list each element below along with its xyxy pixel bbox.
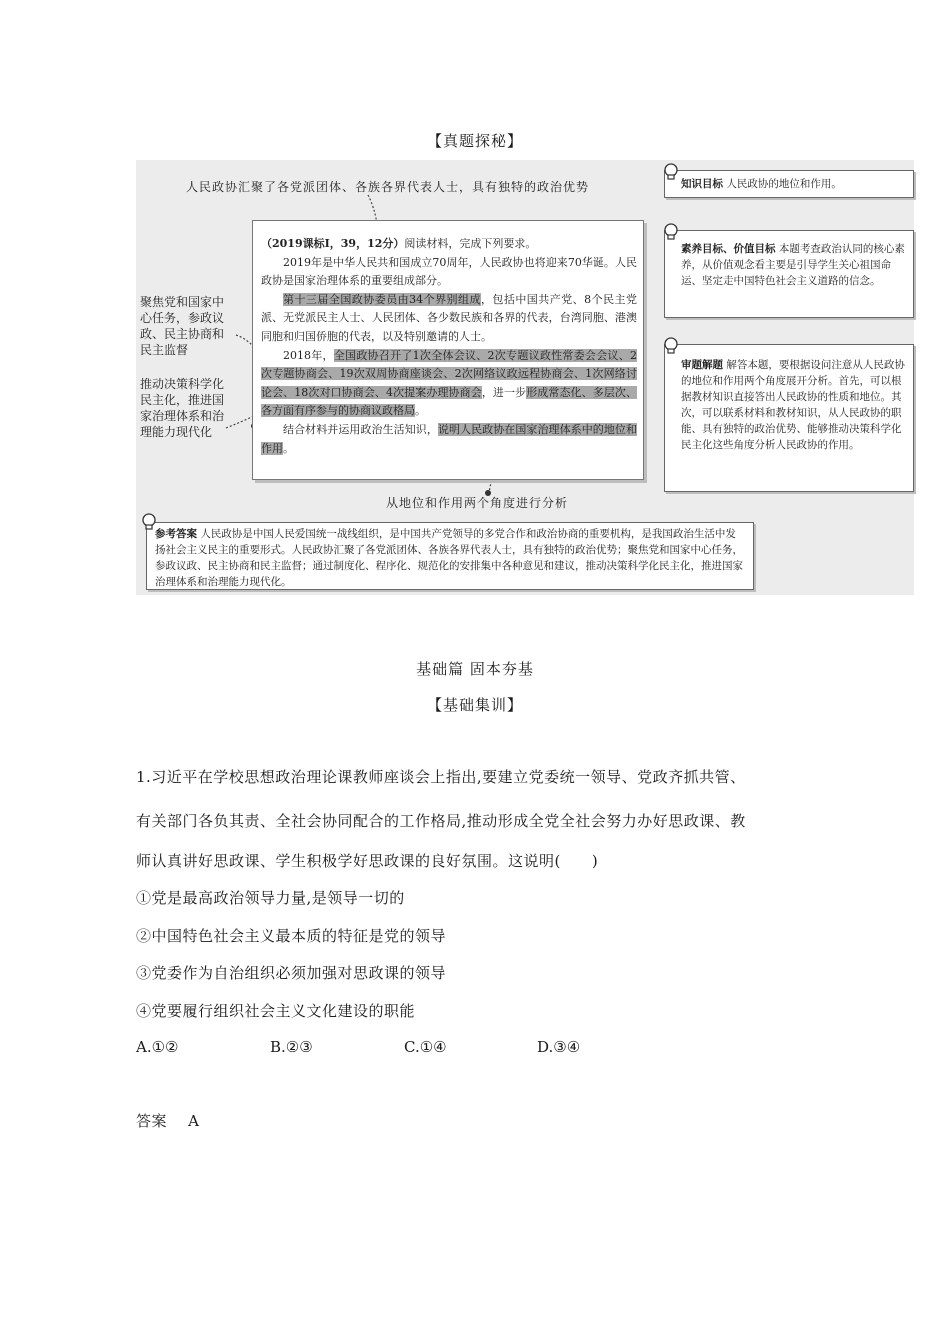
note-bottom: 从地位和作用两个角度进行分析 [386, 496, 569, 510]
para-1: 2019年是中华人民共和国成立70周年，人民政协也将迎来70华诞。人民政协是国家治理体系的重要组成部分。 [261, 255, 637, 288]
box-reference-answer: 参考答案 人民政协是中国人民爱国统一战线组织，是中国共产党领导的多党合作和政治协商的重要机构，是我国政治生活中发扬社会主义民主的重要形式。人民政协汇聚了各党派团体、各族各界代表人士，具有独特的政治优势；聚焦党和国家中心任务，参政议政、民主协商和民主监督；通过制度化、程序化、规范化的安排集中各种意见和建议，推动决策科学化民主化，推进国家治理体系和治理能力现代化。 [146, 522, 754, 590]
para-2: 第十三届全国政协委员由34个界别组成，包括中国共产党、8个民主党派、无党派民主人士、人民团体、各少数民族和各界的代表，台湾同胞、港澳同胞和归国侨胞的代表，以及特别邀请的人士。 [261, 292, 638, 343]
source-tag: （2019课标Ⅰ，39，12分） [261, 237, 405, 250]
para-3: 2018年，全国政协召开了1次全体会议、2次专题议政性常委会会议、2次专题协商会、19次双周协商座谈会、2次网络议政远程协商会、1次网络讨论会、18次对口协商会、4次提案办理协商会，进一步形成常态化、多层次、各方面有序参与的协商议政格局。 [261, 348, 638, 418]
box-solving: 审题解题 解答本题，要根据设问注意从人民政协的地位和作用两个角度展开分析。首先，可以根据教材知识直接答出人民政协的性质和地位。其次，可以联系材料和教材知识，从人民政协的职能、具有独特的政治优势、能够推动决策科学化民主化这些角度分析人民政协的作用。 [664, 344, 914, 492]
note-left-1: 聚焦党和国家中 心任务，参政议 政、民主协商和 民主监督 [140, 295, 225, 357]
box-literacy-goal: 素养目标、价值目标 本题考查政治认同的核心素养，从价值观念看主要是引导学生关心祖国命运、坚定走中国特色社会主义道路的信念。 [664, 230, 914, 318]
question-stem-line-3: 师认真讲好思政课、学生积极学好思政课的良好氛围。这说明( ) [136, 852, 599, 870]
choice-a: A.①② [136, 1038, 179, 1056]
question-stem-line-2: 有关部门各负其责、全社会协同配合的工作格局,推动形成全党全社会努力办好思政课、教 [136, 812, 746, 830]
option-item-2: ②中国特色社会主义最本质的特征是党的领导 [136, 927, 447, 945]
section-title-zhenti: 【真题探秘】 [426, 132, 523, 150]
question-stem-line-1: 1.习近平在学校思想政治理论课教师座谈会上指出,要建立党委统一领导、党政齐抓共管、 [136, 768, 746, 786]
option-item-1: ①党是最高政治领导力量,是领导一切的 [136, 889, 405, 907]
lightbulb-icon [662, 162, 680, 182]
section-title-jichu: 基础篇 固本夯基 [416, 660, 534, 678]
note-top: 人民政协汇聚了各党派团体、各族各界代表人士，具有独特的政治优势 [186, 180, 590, 194]
note-left-2: 推动决策科学化 民主化，推进国 家治理体系和治 理能力现代化 [140, 377, 225, 439]
lightbulb-icon [662, 222, 680, 242]
lightbulb-icon [662, 336, 680, 356]
intro-text: 阅读材料，完成下列要求。 [404, 237, 537, 250]
option-item-3: ③党委作为自治组织必须加强对思政课的领导 [136, 964, 447, 982]
exam-figure [136, 160, 914, 595]
choice-b: B.②③ [270, 1038, 313, 1056]
answer-line [136, 1110, 199, 1131]
option-item-4: ④党要履行组织社会主义文化建设的职能 [136, 1002, 416, 1020]
box-knowledge-goal: 知识目标 人民政协的地位和作用。 [664, 170, 914, 198]
answer-value: A [188, 1112, 200, 1130]
lightbulb-icon [140, 512, 158, 532]
choice-c: C.①④ [404, 1038, 447, 1056]
answer-label: 答案 [136, 1112, 168, 1130]
para-4: 结合材料并运用政治生活知识，说明人民政协在国家治理体系中的地位和作用。 [261, 422, 638, 455]
choice-d: D.③④ [537, 1038, 581, 1056]
material-paper [252, 220, 644, 480]
section-title-jixun: 【基础集训】 [426, 696, 523, 714]
